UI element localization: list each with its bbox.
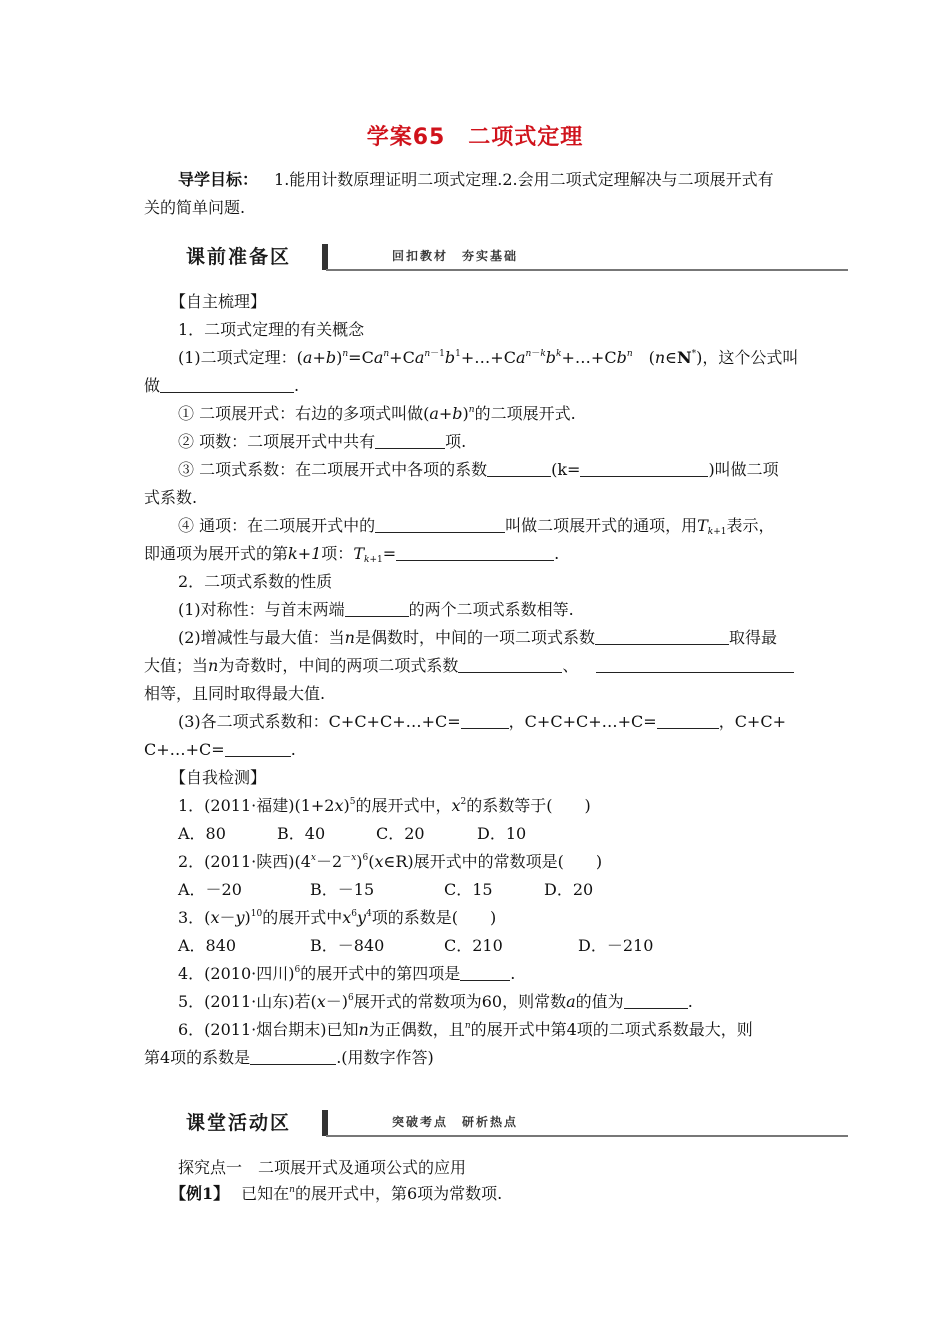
q2-b: －2 — [315, 852, 343, 871]
answer-blank[interactable] — [375, 518, 505, 533]
p1-paren: ) — [462, 404, 469, 423]
s3-b: ，C+C+C+…+C= — [508, 712, 657, 731]
answer-blank[interactable] — [596, 658, 794, 673]
section-subheading: 突破考点 研析热点 — [392, 1115, 519, 1129]
review-s1 — [178, 600, 574, 620]
p4-mid: 叫做二项展开式的通项，用 — [505, 516, 698, 535]
q6-d: 第4项的系数是 — [144, 1048, 251, 1067]
question-6-cont — [144, 1048, 434, 1068]
s3-a: (3)各二项式系数和：C+C+C+…+C= — [178, 712, 461, 731]
answer-blank[interactable] — [461, 714, 509, 729]
theorem-do: 做 — [144, 376, 161, 395]
review-s3 — [178, 712, 786, 732]
q3-option-c[interactable]: C．210 — [444, 936, 503, 955]
answer-blank[interactable] — [375, 434, 445, 449]
theorem-label: (1)二项式定理： — [178, 348, 297, 367]
q3-option-a[interactable]: A．840 — [178, 936, 237, 955]
answer-blank[interactable] — [580, 462, 708, 477]
s3-d: C+…+C= — [144, 740, 225, 759]
p4c-c: 项： — [321, 544, 354, 563]
p1-text: ① 二项展开式：右边的多项式叫做( — [178, 404, 430, 423]
question-4: 4．(2010·四川)$^6$的展开式中的第四项是 . — [178, 964, 516, 983]
s2-b: 是偶数时，中间的一项二项式系数 — [354, 628, 595, 647]
answer-blank[interactable] — [657, 714, 719, 729]
q3-d: 项的系数是( ) — [371, 908, 497, 927]
review-p4-cont: 即通项为展开式的第k+1项：$T_{k+1}=$ . — [144, 544, 560, 565]
answer-blank[interactable] — [595, 630, 729, 645]
s2-d: 大值；当 — [144, 656, 209, 675]
example-b: 的展开式中，第6项为常数项. — [294, 1184, 503, 1203]
theorem-tail: ，这个公式叫 — [702, 348, 799, 367]
q2-option-b[interactable]: B．－15 — [310, 880, 375, 899]
q2-d: ( — [368, 852, 375, 871]
answer-blank[interactable] — [225, 742, 291, 757]
objective-line-1 — [178, 170, 774, 190]
example-label: 【例1】 — [170, 1184, 230, 1203]
q1-d: 的系数等于( ) — [466, 796, 591, 815]
s2-f: 、 — [562, 656, 579, 675]
p4c-a: 即通项为展开式的第 — [144, 544, 289, 563]
q6-b: 为正偶数，且 — [368, 1020, 465, 1039]
review-p4: ④ 通项：在二项展开式中的 叫做二项展开式的通项，用$T_{k+1}$表示， — [178, 516, 775, 537]
review-label: 【自主梳理】 — [170, 292, 267, 311]
q5-e: . — [687, 992, 693, 1011]
objective-text-1: 1.能用计数原理证明二项式定理.2.会用二项式定理解决与二项展开式有 — [274, 170, 774, 189]
binomial-theorem-line — [178, 348, 798, 368]
p2-end: 项. — [445, 432, 467, 451]
q1-option-d[interactable]: D．10 — [477, 824, 527, 843]
q4-c: . — [510, 964, 516, 983]
answer-blank[interactable] — [460, 966, 510, 981]
section-header-prep — [180, 244, 848, 272]
q2-c: ) — [356, 852, 363, 871]
q3-option-b[interactable]: B．－840 — [310, 936, 385, 955]
question-5: 5．(2011·山东)若$(x-)^6$展开式的常数项为60，则常数a的值为 . — [178, 992, 693, 1011]
section-header-class — [180, 1110, 848, 1138]
q1-option-a[interactable]: A．80 — [178, 824, 226, 843]
question-3: 3．$(x-y)^{10}$的展开式中$x^6y^4$项的系数是( ) — [178, 908, 497, 927]
review-p3 — [178, 460, 779, 480]
q4-b: 的展开式中的第四项是 — [300, 964, 461, 983]
q5-c: 展开式的常数项为60，则常数 — [353, 992, 567, 1011]
selftest-label: 【自我检测】 — [170, 768, 267, 787]
q2-a: 2．(2011·陕西)(4 — [178, 852, 311, 871]
s1-end: 的两个二项式系数相等. — [408, 600, 574, 619]
section-heading: 课前准备区 — [180, 244, 328, 270]
s3-c: ，C+C+ — [718, 712, 786, 731]
q4-a: 4．(2010·四川) — [178, 964, 295, 983]
q3-option-d[interactable]: D．－210 — [578, 936, 654, 955]
p2-text: ② 项数：二项展开式中共有 — [178, 432, 376, 451]
p1-end: 的二项展开式. — [474, 404, 576, 423]
question-2: 2．(2011·陕西)$(4^x-2^{-x})^6(x\in R)$展开式中的常数项是( ) — [178, 852, 603, 871]
s2-e: 为奇数时，中间的两项二项式系数 — [218, 656, 459, 675]
example-1: 【例1】 已知在$^n$的展开式中，第6项为常数项. — [170, 1184, 503, 1203]
p4-end: 表示， — [726, 516, 775, 535]
section-subheading: 回扣教材 夯实基础 — [392, 249, 519, 263]
theorem-line-2: 做 . — [144, 376, 300, 395]
q1-c: 的展开式中， — [355, 796, 452, 815]
q2-option-c[interactable]: C．15 — [444, 880, 493, 899]
q2-e: ∈R)展开式中的常数项是( ) — [383, 852, 603, 871]
q6-c: 的展开式中第4项的二项式系数最大，则 — [470, 1020, 753, 1039]
answer-blank[interactable] — [250, 1050, 336, 1065]
answer-blank[interactable] — [345, 602, 409, 617]
question-6: 6．(2011·烟台期末)已知n为正偶数，且$^n$的展开式中第4项的二项式系数最大，则 — [178, 1020, 753, 1039]
q5-d: 的值为 — [575, 992, 624, 1011]
p4-text: ④ 通项：在二项展开式中的 — [178, 516, 376, 535]
explore-point: 探究点一 二项展开式及通项公式的应用 — [178, 1158, 467, 1177]
q2-option-d[interactable]: D．20 — [544, 880, 594, 899]
s1-text: (1)对称性：与首末两端 — [178, 600, 345, 619]
example-a: 已知在 — [241, 1184, 290, 1203]
q3-b: ) — [244, 908, 251, 927]
q6-a: 6．(2011·烟台期末)已知 — [178, 1020, 359, 1039]
review-item-2: 2．二项式系数的性质 — [178, 572, 333, 591]
review-s2-cont-2: 相等，且同时取得最大值. — [144, 684, 326, 703]
answer-blank[interactable] — [624, 994, 688, 1009]
review-p3-cont: 式系数. — [144, 488, 198, 507]
q5-a: 5．(2011·山东)若( — [178, 992, 317, 1011]
review-s3-cont — [144, 740, 296, 760]
q2-option-a[interactable]: A．－20 — [178, 880, 242, 899]
s3-e: . — [290, 740, 296, 759]
review-s2-cont: 大值；当n为奇数时，中间的两项二项式系数 、 — [144, 656, 794, 676]
review-p2 — [178, 432, 466, 452]
q6-e: .(用数字作答) — [336, 1048, 434, 1067]
page-title: 学案65 二项式定理 — [366, 125, 584, 150]
s2-a: (2)增减性与最大值：当 — [178, 628, 345, 647]
review-s2: (2)增减性与最大值：当n是偶数时，中间的一项二项式系数 取得最 — [178, 628, 778, 647]
objective-label: 导学目标： — [178, 170, 259, 189]
q5-b: ) — [341, 992, 349, 1011]
q3-a: 3．( — [178, 908, 211, 927]
p3-end: )叫做二项 — [708, 460, 779, 479]
p3-mid: (k= — [551, 460, 581, 479]
p4c-b: k+1 — [288, 544, 322, 563]
answer-blank[interactable] — [458, 658, 562, 673]
section-rule — [326, 1135, 848, 1137]
review-item-1: 1．二项式定理的有关概念 — [178, 320, 365, 339]
q1-option-b[interactable]: B．40 — [277, 824, 326, 843]
answer-blank[interactable] — [396, 546, 554, 561]
review-p1: ① 二项展开式：右边的多项式叫做$(a+b)^n$的二项展开式. — [178, 404, 576, 423]
section-heading: 课堂活动区 — [180, 1110, 328, 1136]
section-rule — [326, 269, 848, 271]
p3-text: ③ 二项式系数：在二项展开式中各项的系数 — [178, 460, 488, 479]
q1-a: 1．(2011·福建)(1+2 — [178, 796, 335, 815]
objective-line-2: 关的简单问题. — [144, 198, 246, 217]
s2-c: 取得最 — [729, 628, 778, 647]
q1-b: ) — [343, 796, 350, 815]
theorem-formula: $(a+b)^n=Ca^n+Ca^{n-1}b^1+\dots+Ca^{n-k}b^k+\dots+Cb^n$ (n∈N*) — [296, 348, 703, 367]
q1-option-c[interactable]: C．20 — [376, 824, 425, 843]
answer-blank[interactable] — [487, 462, 551, 477]
q3-c: 的展开式中 — [262, 908, 343, 927]
answer-blank[interactable] — [160, 378, 294, 393]
question-1: 1．(2011·福建)$(1+2x)^5$的展开式中，$x^2$的系数等于( ) — [178, 796, 591, 815]
